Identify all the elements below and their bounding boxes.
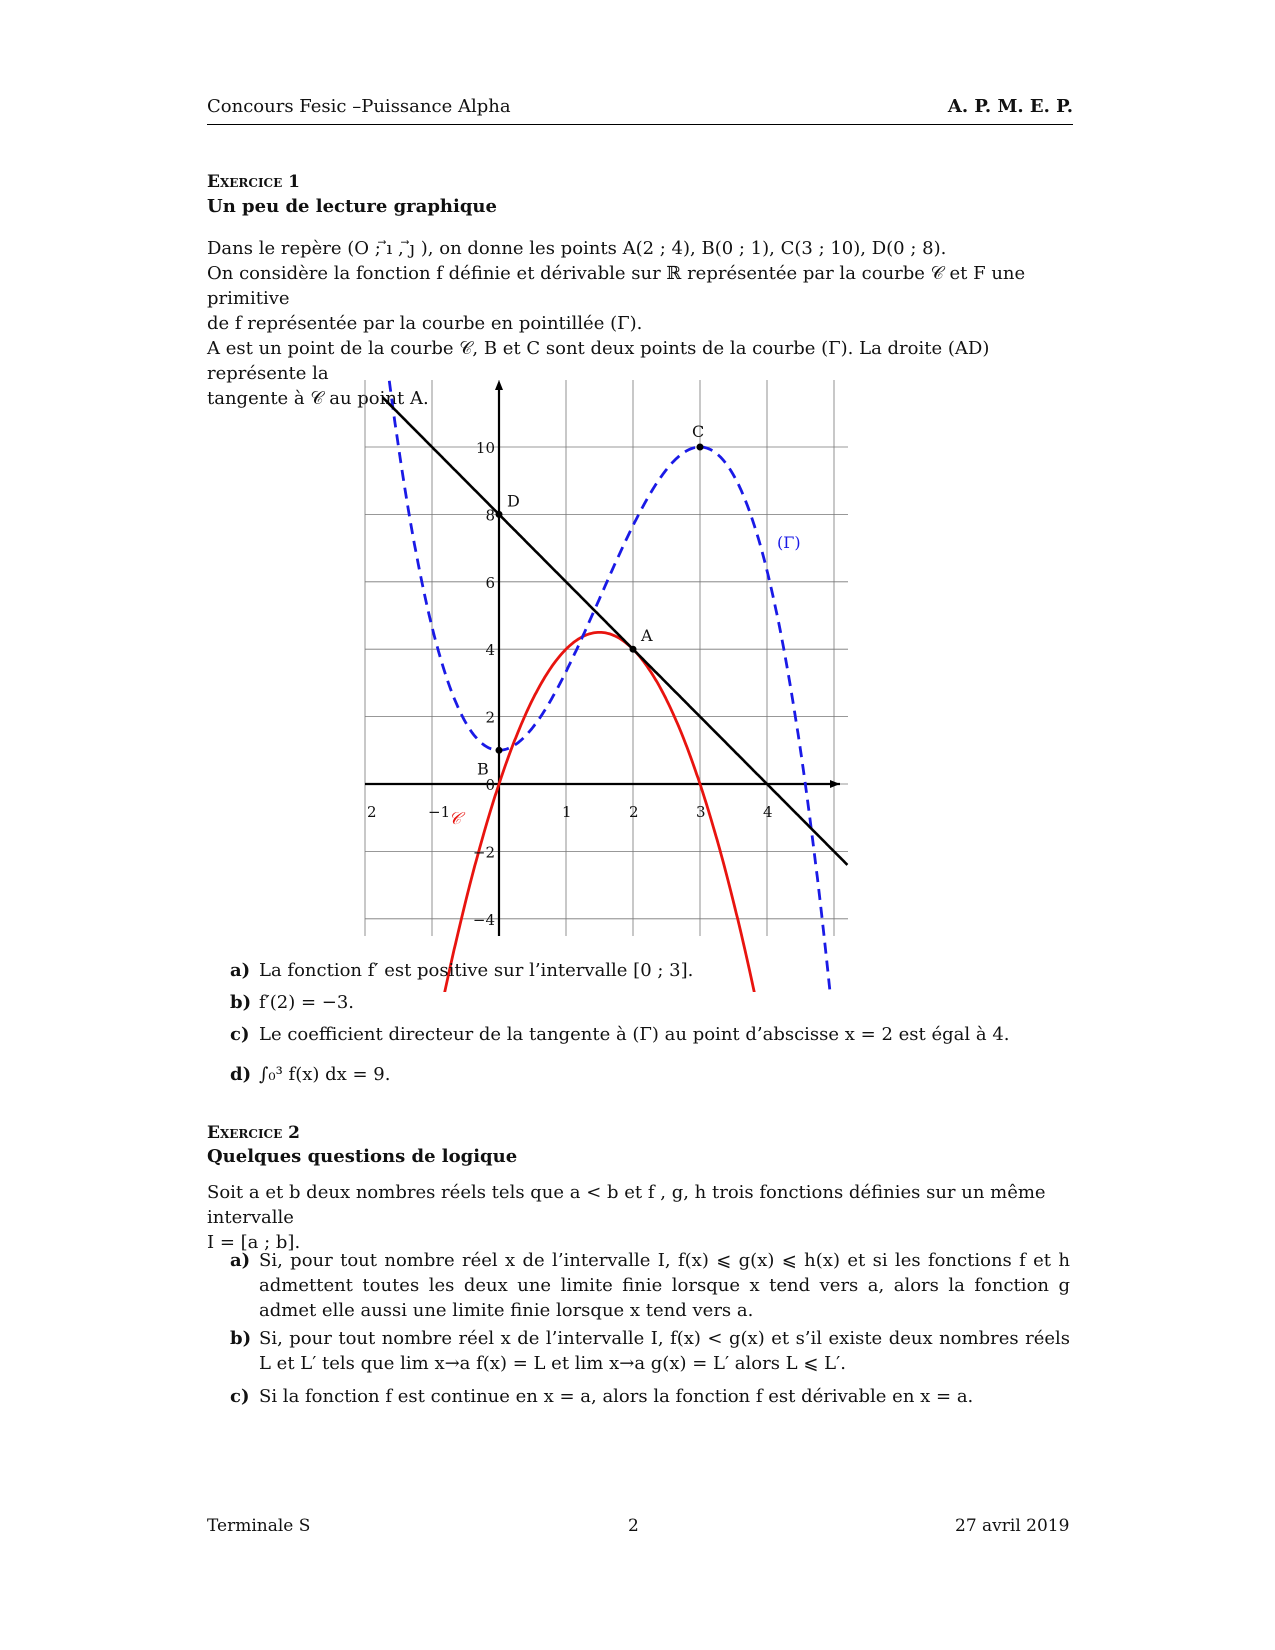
ex1-p4: A est un point de la courbe 𝒞, B et C sont deux points de la courbe (Γ). La droite (AD) représente la — [207, 338, 990, 384]
ex2-qb-text: Si, pour tout nombre réel x de l’intervalle I, f(x) < g(x) et s’il existe deux nombres réels L et L′ tels que lim x→a f(x) = L et lim x→a g(x) = L′ alors L ⩽ L′. — [259, 1328, 1070, 1374]
y-axis-arrow — [495, 380, 503, 390]
x-axis-arrow — [830, 780, 840, 788]
footer-date: 27 avril 2019 — [955, 1516, 1070, 1536]
header-right: A. P. M. E. P. — [947, 96, 1073, 117]
ex2-p2: I = [a ; b]. — [207, 1232, 301, 1253]
point-b — [496, 747, 503, 754]
curve-label-gamma: (Γ) — [777, 533, 801, 553]
ex1-title: Exercice 1 — [207, 172, 300, 192]
ex2-qa-label: a) — [230, 1250, 251, 1271]
ex1-qd-text: ∫₀³ f(x) dx = 9. — [259, 1064, 391, 1085]
point-d — [496, 511, 503, 518]
point-label-b: B — [477, 759, 489, 779]
ex2-qb-label: b) — [230, 1328, 252, 1349]
ex1-qa-text: La fonction f′ est positive sur l’intervalle [0 ; 3]. — [259, 960, 694, 981]
x-tick-label: 3 — [696, 803, 706, 821]
curves — [365, 380, 847, 1000]
point-c — [697, 444, 704, 451]
x-tick-label: 2 — [629, 803, 639, 821]
x-tick-label: 2 — [367, 803, 377, 821]
ex1-question-c — [230, 1022, 1070, 1047]
function-graph — [360, 380, 900, 1000]
ex1-p3: de f représentée par la courbe en pointillée (Γ). — [207, 313, 643, 334]
ex1-p1: Dans le repère (O ; ⃗ı , ⃗ȷ ), on donne les points A(2 ; 4), B(0 ; 1), C(3 ; 10), D(0 ; 8). — [207, 238, 947, 259]
ex2-question-c — [230, 1384, 1070, 1409]
ex1-qa-label: a) — [230, 960, 251, 981]
ex2-p1: Soit a et b deux nombres réels tels que a < b et f , g, h trois fonctions définies sur un même intervalle — [207, 1182, 1046, 1228]
ex2-qc-text: Si la fonction f est continue en x = a, alors la fonction f est dérivable en x = a. — [259, 1386, 974, 1407]
point-label-d: D — [507, 491, 520, 511]
ex2-question-a — [230, 1248, 1070, 1323]
point-label-a: A — [641, 626, 653, 646]
y-tick-label: 10 — [475, 439, 495, 457]
ex2-question-b — [230, 1326, 1070, 1376]
ex1-subtitle: Un peu de lecture graphique — [207, 196, 497, 217]
page-header — [207, 96, 1073, 125]
x-tick-label: −1 — [428, 803, 451, 821]
point-a — [630, 646, 637, 653]
ex2-qc-label: c) — [230, 1386, 250, 1407]
ex1-p5: tangente à 𝒞 au point A. — [207, 388, 429, 409]
y-tick-label: 0 — [485, 776, 495, 794]
ex2-subtitle: Quelques questions de logique — [207, 1146, 518, 1167]
y-tick-label: −4 — [472, 910, 495, 929]
ex2-qa-text: Si, pour tout nombre réel x de l’intervalle I, f(x) ⩽ g(x) ⩽ h(x) et si les fonctions f et h admettent toutes les deux une limite finie lorsque x tend vers a, alors la fonction g admet elle aussi une limite finie lorsque x tend vers a. — [259, 1250, 1070, 1321]
curve-label-c: 𝒞 — [448, 809, 462, 829]
footer-left: Terminale S — [207, 1516, 311, 1536]
ex1-qc-label: c) — [230, 1024, 250, 1045]
ex1-p2: On considère la fonction f définie et dérivable sur ℝ représentée par la courbe 𝒞 et F une primitive — [207, 263, 1026, 309]
page-number: 2 — [628, 1516, 639, 1536]
ex1-question-b — [230, 990, 1070, 1015]
ex1-question-a — [230, 958, 1070, 983]
ex1-qd-label: d) — [230, 1064, 252, 1085]
ex1-qc-text: Le coefficient directeur de la tangente à (Γ) au point d’abscisse x = 2 est égal à 4. — [259, 1024, 1010, 1045]
y-tick-label: 4 — [485, 641, 495, 660]
axes — [365, 380, 840, 936]
ex1-qb-text: f′(2) = −3. — [259, 992, 355, 1013]
y-tick-label: 2 — [485, 708, 495, 727]
ex1-qb-label: b) — [230, 992, 252, 1013]
y-tick-label: 8 — [485, 506, 495, 525]
ex2-title: Exercice 2 — [207, 1123, 300, 1143]
header-left: Concours Fesic –Puissance Alpha — [207, 96, 511, 117]
y-tick-label: 6 — [485, 573, 495, 592]
ex1-question-d — [230, 1062, 1070, 1087]
y-tick-label: −2 — [472, 843, 495, 862]
curve-gamma — [365, 380, 847, 1000]
x-tick-label: 4 — [763, 803, 773, 821]
ex2-intro — [207, 1180, 1073, 1255]
grid — [365, 380, 848, 936]
x-tick-label: 1 — [562, 803, 572, 821]
curve-ad — [365, 380, 847, 865]
point-label-c: C — [692, 422, 705, 441]
